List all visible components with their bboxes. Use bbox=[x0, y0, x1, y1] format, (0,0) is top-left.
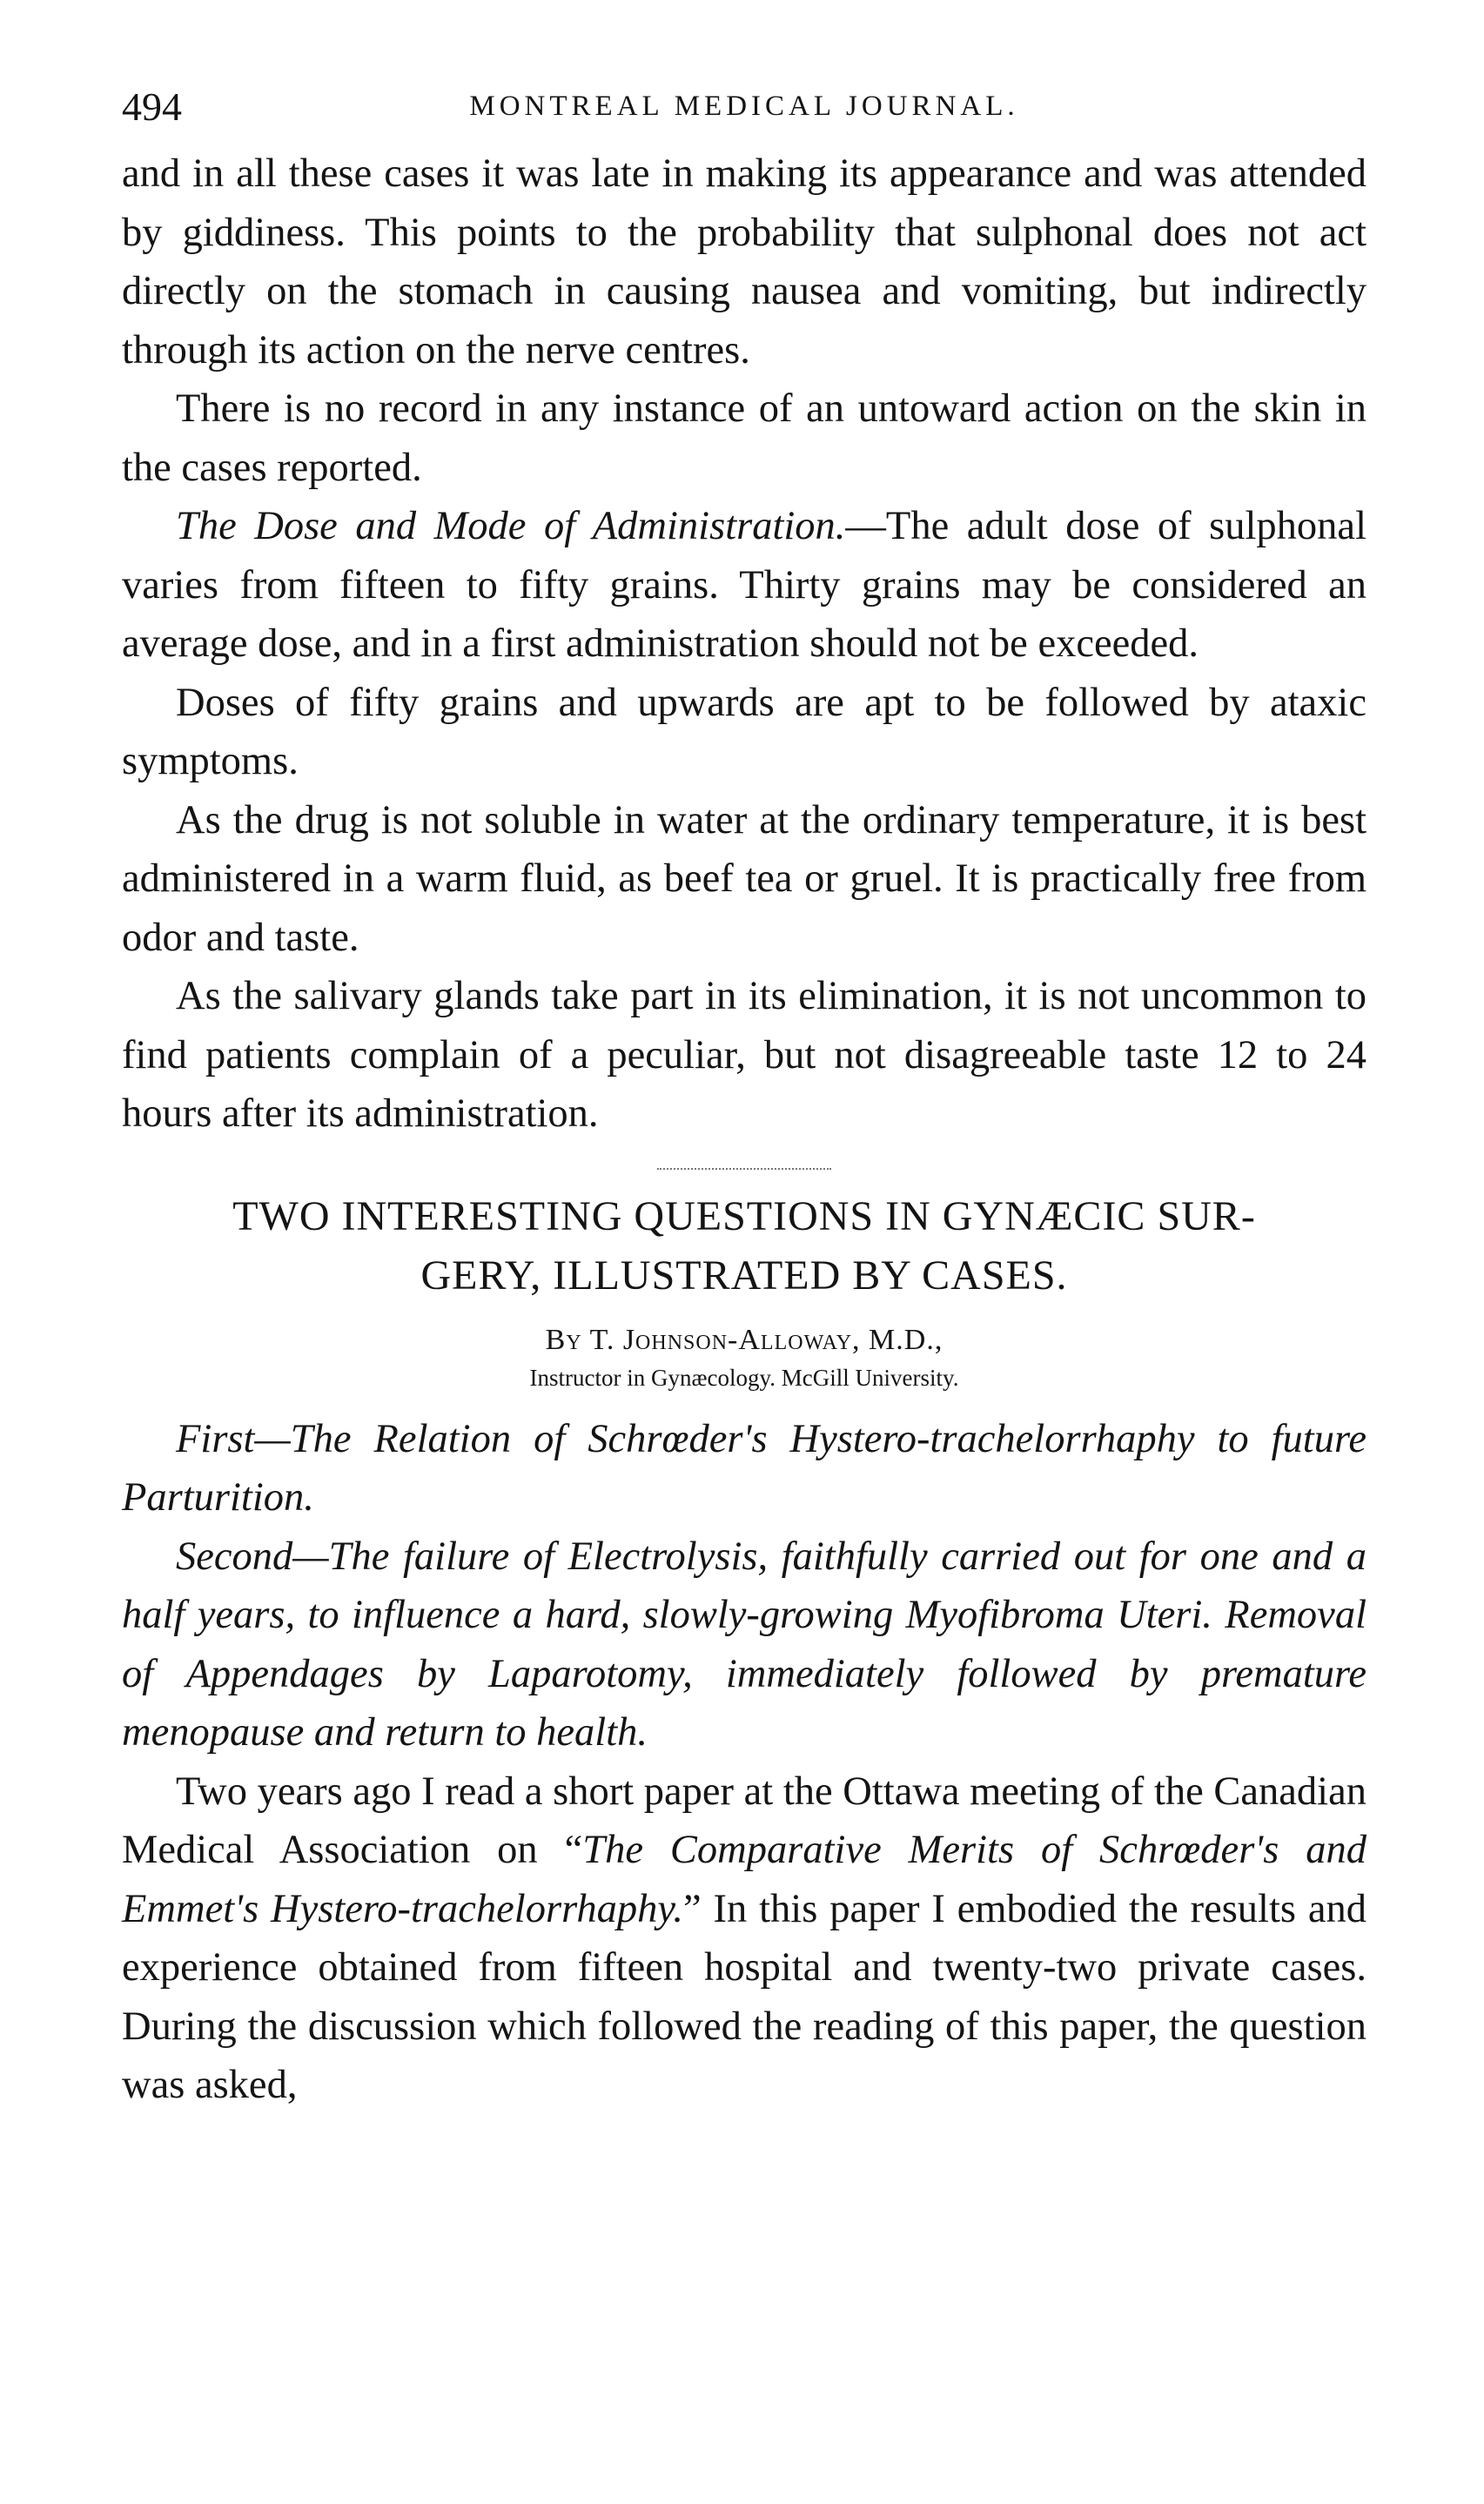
dose-text: —The adult dose of sulphonal varies from fifteen to fifty grains. Thirty grains may be considered an average dose, and in a first administration should not be exceeded. bbox=[122, 504, 1366, 666]
article-body-paragraph bbox=[122, 1762, 1366, 2115]
paragraph-solubility: As the drug is not soluble in water at the ordinary temperature, it is best administered in a warm fluid, as beef tea or gruel. It is practically free from odor and taste. bbox=[122, 797, 1366, 960]
article-title-line-1: TWO INTERESTING QUESTIONS IN GYNÆCIC SUR- bbox=[232, 1192, 1256, 1239]
article-title-line-2: GERY, ILLUSTRATED BY CASES. bbox=[420, 1252, 1068, 1299]
body-end: ” In this paper I embodied the results and experience obtained from fifteen hospital and twenty-two private cases. During the discussion which followed the reading of this paper, the question was asked, bbox=[122, 1886, 1366, 2107]
paragraph-continuation: and in all these cases it was late in making its appearance and was attended by giddiness. This points to the probability that sulphonal does not act directly on the stomach in causing nausea and vomiting, but indirectly through its action on the nerve centres. bbox=[122, 151, 1366, 373]
dose-heading: The Dose and Mode of Administration. bbox=[176, 504, 846, 548]
section-divider bbox=[657, 1168, 831, 1170]
paragraph-salivary: As the salivary glands take part in its elimination, it is not uncommon to find patients complain of a peculiar, but not disagreeable taste 12 to 24 hours after its administration. bbox=[122, 974, 1366, 1136]
cited-paper-title: The Comparative Merits of Schrœder's and Emmet's Hystero-trachelorrhaphy. bbox=[122, 1828, 1366, 1931]
paragraph-ataxic: Doses of fifty grains and upwards are apt to be followed by ataxic symptoms. bbox=[122, 680, 1366, 783]
running-header bbox=[122, 84, 1366, 144]
second-question: Second—The failure of Electrolysis, faithfully carried out for one and a half years, to influence a hard, slowly-growing Myofibroma Uteri. Removal of Appendages by Laparotomy, immediately followed by premature menopause and return to health. bbox=[122, 1534, 1366, 1755]
body-start: Two years ago I read a short paper at the Ottawa meeting of the Canadian Medical Association on “ bbox=[122, 1769, 1366, 1872]
journal-page bbox=[122, 84, 1366, 2115]
first-question: First—The Relation of Schrœder's Hystero-trachelorrhaphy to future Parturition. bbox=[122, 1416, 1366, 1520]
author-byline: By T. Johnson-Alloway, M.D., bbox=[545, 1323, 943, 1356]
journal-title: MONTREAL MEDICAL JOURNAL. bbox=[469, 91, 1019, 122]
paragraph-skin-action: There is no record in any instance of an untoward action on the skin in the cases reported. bbox=[122, 386, 1366, 490]
page-number: 494 bbox=[122, 84, 182, 129]
paragraph-dose bbox=[122, 497, 1366, 674]
author-affiliation: Instructor in Gynæcology. McGill University. bbox=[529, 1364, 959, 1391]
